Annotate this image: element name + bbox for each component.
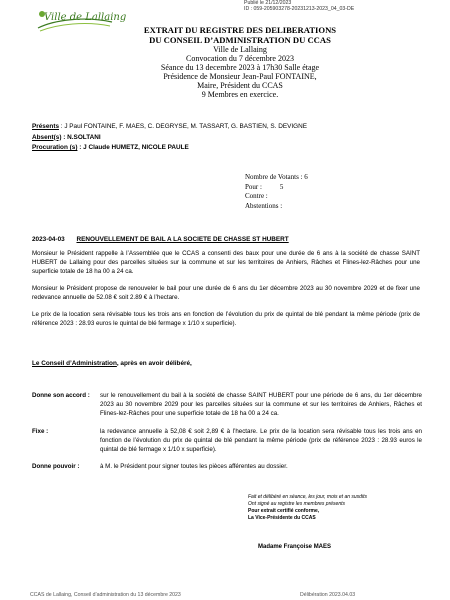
- presents-label: Présents: [32, 123, 59, 130]
- decision-key: Donne pouvoir :: [32, 463, 80, 470]
- header-title-2: DU CONSEIL D’ADMINISTRATION DU CCAS: [149, 34, 331, 45]
- procuration-label: Procuration (s): [32, 144, 78, 151]
- certification-note: [248, 494, 428, 522]
- document-header: [95, 26, 385, 99]
- decision-key: Fixe :: [32, 428, 49, 435]
- page-footer: [30, 592, 430, 598]
- deliberation-number: 2023-04-03: [32, 236, 65, 243]
- deliberation-title: [32, 236, 289, 243]
- procuration-names: : J Claude HUMETZ, NICOLE PAULE: [77, 144, 189, 151]
- decision-value: sur le renouvellement du bail à la société de chasse SAINT HUBERT pour une période de 6 ans, du 1er décembre 2023 au 30 novembre 2029 pour les parcelles situées sur la commune et sur les territoires de Anhiers, Râches et Flines-lez-Râches pour une superficie totale de 18 ha 00 a 24 ca.: [100, 392, 422, 417]
- presents-line: [32, 122, 432, 133]
- decision-fixe: [32, 428, 424, 468]
- contre-label: Contre :: [245, 192, 268, 200]
- decision-value: la redevance annuelle à 52,08 € soit 2,89 € à l’hectare. Le prix de la location sera révisable tous les trois ans en fonction de l’évolution du prix de quintal de blé pendant la même période (prix de référence 2023 : 28.93 euros le quintal de blé fermage x 1/10 x superficie).: [100, 428, 422, 453]
- decision-key: Donne son accord :: [32, 392, 90, 399]
- absents-label: Absent(s): [32, 133, 62, 141]
- certification-line-3: Pour extrait certifié conforme,: [248, 508, 320, 514]
- abstentions-row: [245, 202, 308, 212]
- header-presidence: Présidence de Monsieur Jean-Paul FONTAINE,: [163, 72, 317, 81]
- header-city: Ville de Lallaing: [213, 45, 267, 54]
- vote-counts: [245, 173, 308, 211]
- paragraph-recall: Monsieur le Président rappelle à l’Assemblée que le CCAS a consenti des baux pour une durée de 6 ans à la société de chasse SAINT HUBERT de Lallaing pour des parcelles situées sur la commune et sur les territoires de Anhiers, Râches et Flines-lez-Râches pour une superficie totale de 18 ha 00 a 24 ca.: [32, 250, 420, 275]
- header-convocation: Convocation du 7 décembre 2023: [186, 54, 294, 63]
- attendance-block: [32, 122, 432, 154]
- votants-row: [245, 173, 308, 183]
- header-role: Maire, Président du CCAS: [197, 81, 283, 90]
- header-seance: Séance du 13 decembre 2023 à 17h30 Salle étage: [160, 63, 320, 72]
- votants-label: Nombre de Votants :: [245, 173, 303, 181]
- ref-line-3: ID : 059-205903278-20231213-2023_04_03-DE: [244, 6, 355, 12]
- council-statement: [32, 360, 192, 367]
- pour-label: Pour :: [245, 182, 262, 191]
- decision-value: à M. le Président pour signer toutes les pièces afférentes au dossier.: [100, 463, 288, 470]
- votants-value: 6: [304, 173, 308, 181]
- header-title-1: EXTRAIT DU REGISTRE DES DELIBERATIONS: [143, 25, 337, 35]
- certification-line-1: Fait et délibéré en séance, les jour, mois et an susdits: [248, 494, 367, 500]
- ref-line-2: Publié le 21/12/2023: [244, 0, 292, 6]
- paragraph-revision: Le prix de la location sera révisable tous les trois ans en fonction de l’évolution du prix de quintal de blé pendant la même période (prix de référence 2023 : 28.93 euros le quintal de blé fermage x 1/10 x superficie).: [32, 311, 420, 327]
- decision-accord: [32, 392, 424, 432]
- procuration-line: [32, 143, 432, 154]
- absents-line: [32, 133, 432, 144]
- certification-line-2: Ont signé au registre les membres présents: [248, 501, 345, 507]
- deliberation-subject: RENOUVELLEMENT DE BAIL A LA SOCIETE DE CHASSE ST HUBERT: [76, 236, 289, 243]
- presents-names: : J Paul FONTAINE, F. MAES, C. DEGRYSE, M. TASSART, G. BASTIEN, S. DEVIGNE: [59, 123, 307, 130]
- footer-left: CCAS de Lallaing, Conseil d’administration du 13 décembre 2023: [30, 592, 181, 598]
- logo-text: Ville de Lallaing: [44, 12, 127, 23]
- header-membres: 9 Membres en exercice.: [201, 90, 279, 99]
- pour-value: 5: [279, 182, 284, 191]
- pour-row: [245, 183, 308, 193]
- footer-right: Délibération 2023.04.03: [300, 592, 356, 598]
- transmission-reference: [244, 0, 444, 12]
- paragraph-proposal: Monsieur le Président propose de renouveler le bail pour une durée de 6 ans du 1er décembre 2023 au 30 novembre 2029 et de fixer une redevance annuelle de 52.08 € soit 2.89 € à l’hectare.: [32, 285, 420, 301]
- council-after: , après en avoir délibéré,: [116, 360, 192, 367]
- council-label: Le Conseil d’Administration: [32, 360, 117, 367]
- decision-pouvoir: [32, 463, 424, 475]
- absents-names: : N.SOLTANI: [61, 133, 101, 141]
- contre-row: [245, 192, 308, 202]
- signatory-name: Madame Françoise MAES: [258, 544, 332, 550]
- certification-line-4: La Vice-Présidente du CCAS: [248, 515, 316, 521]
- abstentions-label: Abstentions :: [245, 201, 283, 210]
